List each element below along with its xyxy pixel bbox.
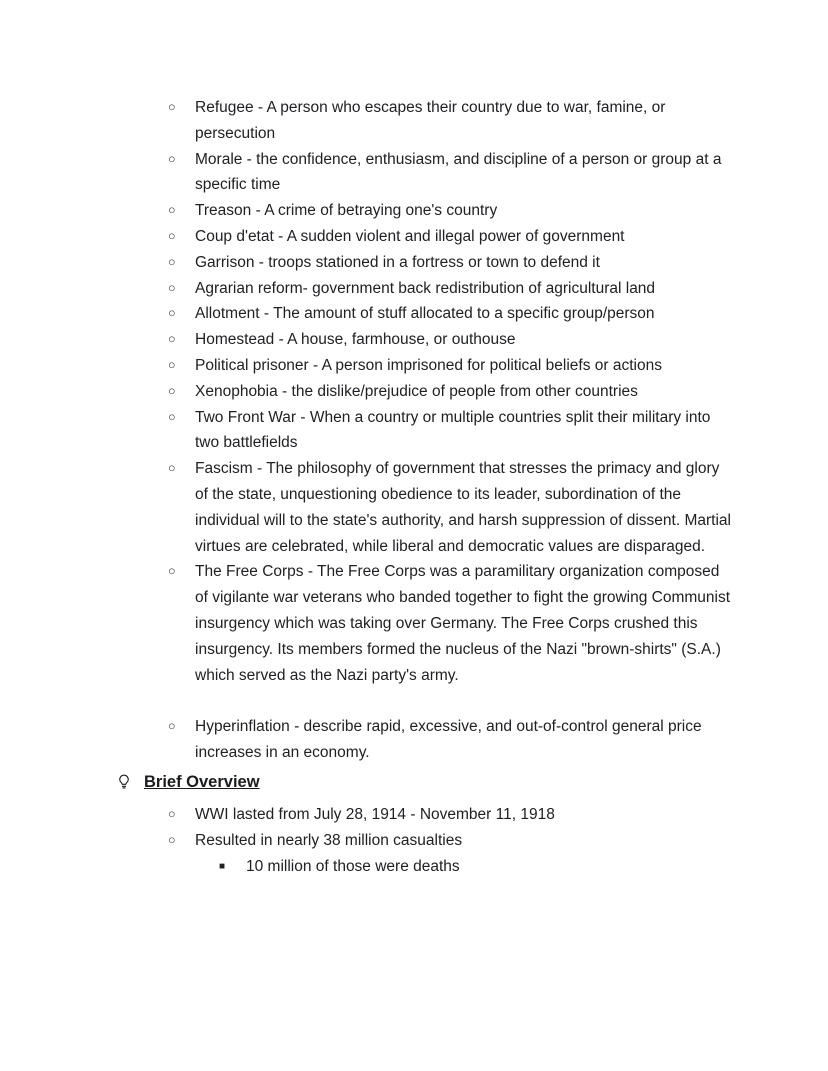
circle-bullet-icon: ○: [168, 254, 176, 269]
document-body: [0, 95, 734, 879]
bullet-text: Homestead - A house, farmhouse, or outhouse: [195, 331, 516, 349]
circle-bullet-icon: ○: [168, 306, 176, 321]
bullet-text: Xenophobia - the dislike/prejudice of people from other countries: [195, 382, 638, 400]
bullet-text: Fascism - The philosophy of government that stresses the primacy and glory of the state, unquestioning obedience to its leader, subordination of the individual will to the state's authority, and harsh suppression of dissent. Martial virtues are celebrated, while liberal and democratic values are disparaged.: [195, 460, 731, 555]
bullet-text: 10 million of those were deaths: [246, 857, 460, 875]
circle-bullet-icon: ○: [168, 564, 176, 579]
bullet-text: Agrarian reform- government back redistribution of agricultural land: [195, 279, 656, 297]
circle-bullet-icon: ○: [168, 832, 176, 847]
bullet-item: [0, 147, 734, 199]
circle-bullet-icon: ○: [168, 203, 176, 218]
circle-bullet-icon: ○: [168, 461, 176, 476]
bullet-item: [0, 224, 734, 250]
bullet-item: [0, 250, 734, 276]
bullet-text: Coup d'etat - A sudden violent and illegal power of government: [195, 227, 625, 245]
bullet-item: [0, 854, 734, 880]
circle-bullet-icon: ○: [168, 332, 176, 347]
bullet-text: Refugee - A person who escapes their country due to war, famine, or persecution: [195, 99, 666, 142]
bullet-text: Political prisoner - A person imprisoned for political beliefs or actions: [195, 356, 662, 374]
blank-line: [0, 688, 734, 714]
bullet-item: [0, 559, 734, 688]
bullet-text: The Free Corps - The Free Corps was a paramilitary organization composed of vigilante war veterans who banded together to fight the growing Communist insurgency which was taking over Germany. The Free Corps crushed this insurgency. Its members formed the nucleus of the Nazi "brown-shirts" (S.A.) which served as the Nazi party's army.: [195, 563, 731, 684]
lightbulb-icon: [116, 769, 144, 799]
bullet-item: [0, 276, 734, 302]
bullet-text: Hyperinflation - describe rapid, excessive, and out-of-control general price increases in an economy.: [195, 718, 702, 762]
bullet-text: Resulted in nearly 38 million casualties: [195, 831, 463, 849]
circle-bullet-icon: ○: [168, 409, 176, 424]
section-heading-row: [0, 769, 734, 799]
circle-bullet-icon: ○: [168, 806, 176, 821]
circle-bullet-icon: ○: [168, 228, 176, 243]
circle-bullet-icon: ○: [168, 719, 176, 734]
square-bullet-icon: ■: [219, 860, 226, 872]
bullet-text: Two Front War - When a country or multiple countries split their military into two battlefields: [195, 408, 711, 452]
bullet-item: [0, 301, 734, 327]
bullet-item: [0, 405, 734, 457]
bullet-text: WWI lasted from July 28, 1914 - November 11, 1918: [195, 805, 555, 823]
circle-bullet-icon: ○: [168, 357, 176, 372]
circle-bullet-icon: ○: [168, 151, 176, 166]
bullet-text: Allotment - The amount of stuff allocated to a specific group/person: [195, 305, 655, 323]
bullet-item: [0, 456, 734, 559]
bullet-text: Garrison - troops stationed in a fortress or town to defend it: [195, 253, 600, 271]
bullet-item: [0, 828, 734, 854]
bullet-text: Treason - A crime of betraying one's country: [195, 202, 498, 220]
bullet-item: [0, 95, 734, 147]
bullet-item: [0, 327, 734, 353]
section-heading: Brief Overview: [144, 772, 260, 791]
circle-bullet-icon: ○: [168, 280, 176, 295]
bullet-item: [0, 714, 734, 766]
circle-bullet-icon: ○: [168, 383, 176, 398]
bullet-item: [0, 198, 734, 224]
bullet-item: [0, 353, 734, 379]
bullet-item: [0, 802, 734, 828]
bullet-text: Morale - the confidence, enthusiasm, and discipline of a person or group at a specific time: [195, 150, 722, 194]
circle-bullet-icon: ○: [168, 100, 176, 114]
bullet-item: [0, 379, 734, 405]
